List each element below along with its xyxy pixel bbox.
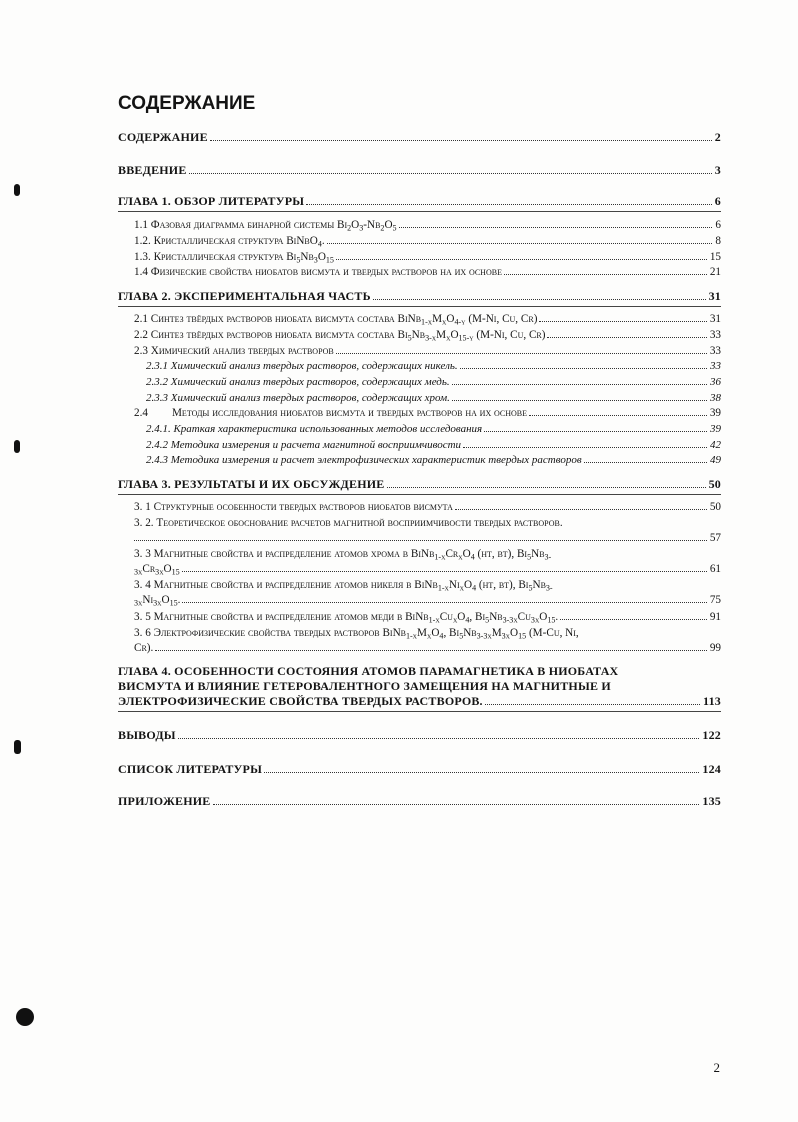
page-ref: 31: [709, 313, 721, 325]
page-ref: 15: [709, 251, 721, 263]
page-ref: 49: [710, 454, 721, 466]
dot-leader: [455, 508, 707, 510]
page-number: 2: [713, 1060, 720, 1075]
toc-entry-1-2[interactable]: 1.2. Кристаллическая структура BiNbO$_4$. 8: [134, 235, 721, 249]
page-ref: 36: [710, 376, 721, 388]
page-ref: 61: [709, 563, 721, 575]
page-ref: 50: [709, 501, 721, 513]
dot-leader: [306, 203, 712, 205]
dot-leader: [504, 273, 707, 275]
dot-leader: [213, 803, 700, 805]
dot-leader: [182, 570, 707, 572]
page-ref: 124: [702, 762, 721, 776]
dot-leader: [210, 139, 712, 141]
toc-entry-3-3[interactable]: 3. 3 Магнитные свойства и распределение атомов хрома в $BiNb_{1-x}Cr_xO_4$ (нт, вт), $Bi_5Nb_{3-}$ $_{3x}Cr_{3x}O_{15}$ 61: [134, 548, 721, 577]
dot-leader: [264, 771, 699, 773]
dot-leader: [560, 618, 707, 620]
toc-entry-1-3[interactable]: 1.3. Кристаллическая структура $Bi_5Nb_3O_{15}$ 15: [134, 251, 721, 265]
dot-leader: [399, 226, 713, 228]
dot-leader: [460, 367, 707, 369]
dot-leader: [178, 737, 700, 739]
dot-leader: [484, 430, 707, 432]
dot-leader: [547, 336, 706, 338]
dot-leader: [452, 399, 707, 401]
dot-leader: [529, 414, 707, 416]
page-ref: 6: [715, 219, 721, 231]
page-ref: 2: [714, 130, 721, 144]
toc-entry-2-3-1[interactable]: 2.3.1 Химический анализ твердых растворов, содержащих никель. 33: [146, 360, 721, 372]
page-ref: 3: [714, 163, 721, 177]
toc-entry-1-4[interactable]: 1.4 Физические свойства ниобатов висмута и твердых растворов на их основе 21: [134, 266, 721, 278]
dot-leader: [336, 258, 707, 260]
page-ref: 31: [708, 289, 721, 303]
page-ref: 39: [710, 423, 721, 435]
toc-entry-vvedenie[interactable]: ВВЕДЕНИЕ 3: [118, 163, 721, 177]
toc-entry-2-4-2[interactable]: 2.4.2 Методика измерения и расчета магнитной восприимчивости 42: [146, 439, 721, 451]
toc-entry-2-3-2[interactable]: 2.3.2 Химический анализ твердых растворов, содержащих медь. 36: [146, 376, 721, 388]
dot-leader: [182, 601, 706, 603]
page-ref: 57: [709, 532, 721, 544]
page-ref: 99: [709, 642, 721, 654]
toc-entry-1-1[interactable]: 1.1 Фазовая диаграмма бинарной системы $Bi_2O_3-Nb_2O_5$ 6: [134, 219, 721, 233]
page-ref: 33: [710, 360, 721, 372]
page-ref: 33: [709, 345, 721, 357]
dot-leader: [373, 298, 706, 300]
toc-entry-soderzhanie[interactable]: СОДЕРЖАНИЕ 2: [118, 130, 721, 144]
toc-entry-2-4-3[interactable]: 2.4.3 Методика измерения и расчет электрофизических характеристик твердых растворов 49: [146, 454, 721, 466]
toc-entry-3-6[interactable]: 3. 6 Электрофизические свойства твердых растворов $BiNb_{1-x}M_xO_4$, $Bi_5Nb_{3-3x}M_{3x}O_{15}$ (M-Cu, Ni, Cr). 99: [134, 627, 721, 654]
page-ref: 21: [709, 266, 721, 278]
page-title: СОДЕРЖАНИЕ: [118, 93, 256, 114]
page-ref: 6: [714, 194, 721, 208]
dot-leader: [452, 383, 707, 385]
toc-entry-2-2[interactable]: 2.2 Синтез твёрдых растворов ниобата висмута состава $Bi_5Nb_{3-x}M_xO_{15-y}$ (M-Ni, Cu, Cr) 33: [134, 329, 721, 343]
page-ref: 122: [702, 728, 721, 742]
punch-hole-mark: [14, 740, 21, 754]
toc-entry-2-3-3[interactable]: 2.3.3 Химический анализ твердых растворов, содержащих хром. 38: [146, 392, 721, 404]
page-ref: 50: [708, 477, 721, 491]
toc-entry-2-4-1[interactable]: 2.4.1. Краткая характеристика использованных методов исследования 39: [146, 423, 721, 435]
toc-entry-prilozhenie[interactable]: ПРИЛОЖЕНИЕ 135: [118, 794, 721, 808]
page-ref: 42: [710, 439, 721, 451]
page-ref: 39: [709, 407, 721, 419]
page-ref: 113: [703, 694, 721, 708]
page-ref: 135: [702, 794, 721, 808]
page-ref: 8: [715, 235, 721, 247]
toc-entry-chapter-3[interactable]: ГЛАВА 3. РЕЗУЛЬТАТЫ И ИХ ОБСУЖДЕНИЕ 50: [118, 477, 721, 495]
dot-leader: [463, 446, 707, 448]
dot-leader: [327, 242, 713, 244]
toc-entry-3-2[interactable]: 3. 2. Теоретическое обоснование расчетов магнитной восприимчивости твердых растворов. 57: [134, 517, 721, 544]
page-ref: 33: [709, 329, 721, 341]
toc-entry-3-5[interactable]: 3. 5 Магнитные свойства и распределение атомов меди в $BiNb_{1-x}Cu_xO_4$, $Bi_5Nb_{3-3x}Cu_{3x}O_{15}$. 91: [134, 611, 721, 625]
punch-hole-mark: [14, 440, 20, 453]
toc-entry-2-1[interactable]: 2.1 Синтез твёрдых растворов ниобата висмута состава $BiNb_{1-x}M_xO_{4-y}$ (M-Ni, Cu, Cr) 31: [134, 313, 721, 327]
punch-hole-mark: [14, 184, 20, 196]
toc-entry-3-1[interactable]: 3. 1 Структурные особенности твердых растворов ниобатов висмута 50: [134, 501, 721, 513]
dot-leader: [539, 320, 706, 322]
toc-entry-literatura[interactable]: СПИСОК ЛИТЕРАТУРЫ 124: [118, 762, 721, 776]
toc-entry-3-4[interactable]: 3. 4 Магнитные свойства и распределение атомов никеля в $BiNb_{1-x}Ni_xO_4$ (нт, вт), $Bi_5Nb_{3-}$ $_{3x}Ni_{3x}O_{15}$. 75: [134, 579, 721, 608]
dot-leader: [584, 461, 707, 463]
dot-leader: [189, 172, 712, 174]
dot-leader: [485, 703, 700, 705]
dot-leader: [134, 539, 707, 541]
dot-leader: [336, 352, 707, 354]
toc-entry-vyvody[interactable]: ВЫВОДЫ 122: [118, 728, 721, 742]
toc-entry-2-3[interactable]: 2.3 Химический анализ твердых растворов 33: [134, 345, 721, 357]
punch-hole-mark: [16, 1008, 34, 1026]
dot-leader: [387, 486, 706, 488]
toc-entry-chapter-4[interactable]: ГЛАВА 4. ОСОБЕННОСТИ СОСТОЯНИЯ АТОМОВ ПАРАМАГНЕТИКА В НИОБАТАХ ВИСМУТА И ВЛИЯНИЕ ГЕТЕРОВАЛЕНТНОГО ЗАМЕЩЕНИЯ НА МАГНИТНЫЕ И ЭЛЕКТРОФИЗИЧЕСКИЕ СВОЙСТВА ТВЕРДЫХ РАСТВОРОВ. 113: [118, 664, 721, 712]
toc-entry-chapter-1[interactable]: ГЛАВА 1. ОБЗОР ЛИТЕРАТУРЫ 6: [118, 194, 721, 212]
page-ref: 38: [710, 392, 721, 404]
page-ref: 75: [709, 594, 721, 606]
toc-entry-chapter-2[interactable]: ГЛАВА 2. ЭКСПЕРИМЕНТАЛЬНАЯ ЧАСТЬ 31: [118, 289, 721, 307]
dot-leader: [155, 649, 706, 651]
page-ref: 91: [709, 611, 721, 623]
toc-entry-2-4[interactable]: 2.4 Методы исследования ниобатов висмута и твердых растворов на их основе 39: [134, 407, 721, 419]
